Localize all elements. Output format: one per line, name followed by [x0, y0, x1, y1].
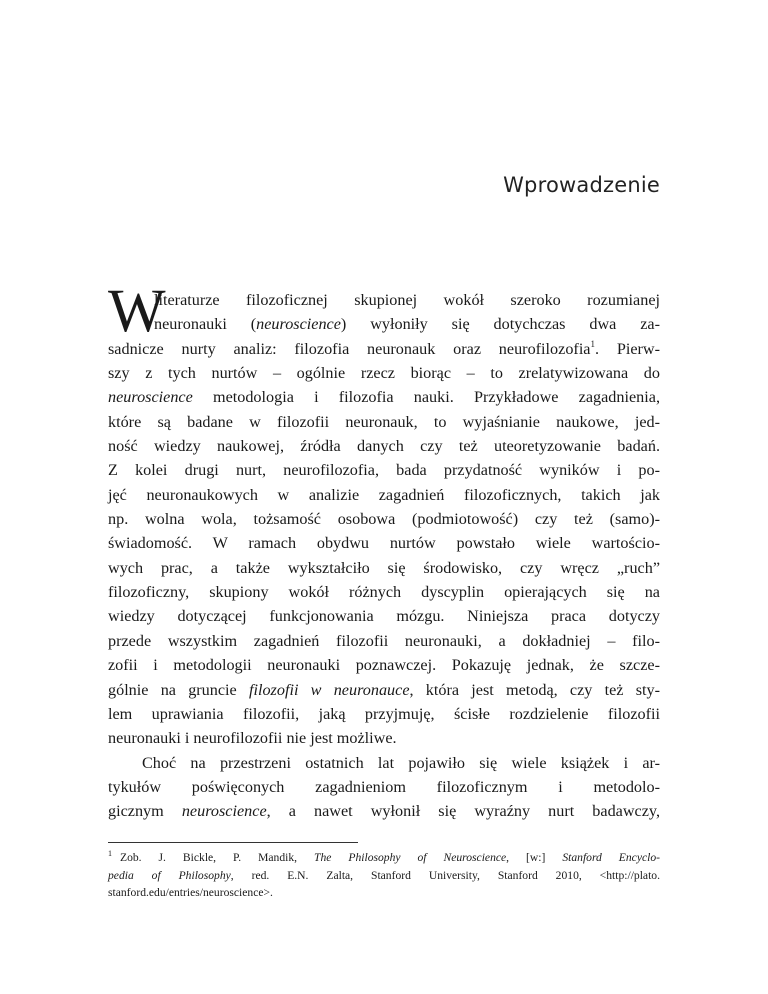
text-line: tykułów poświęconych zagadnieniom filozoficznym i metodolo- [108, 777, 660, 796]
text-span: gicznym [108, 802, 182, 821]
footnote-line: stanford.edu/entries/neuroscience>. [108, 886, 273, 900]
text-span: ) wyłoniły się dotychczas dwa za- [340, 315, 660, 334]
footnote-line [108, 867, 660, 885]
text-line [108, 385, 660, 409]
italic-term: filozofii w neuronauce [248, 680, 410, 699]
footnote-ref[interactable]: 1 [590, 338, 595, 349]
text-line: neuronauki i neurofilozofii nie jest możliwe. [108, 729, 397, 748]
text-line: jęć neuronaukowych w analizie zagadnień filozoficznych, takich jak [108, 485, 660, 504]
text-line: np. wolna wola, tożsamość osobowa (podmiotowość) czy też (samo)- [108, 510, 660, 529]
text-span: , red. E.N. Zalta, Stanford University, Stanford 2010, <http://plato. [230, 868, 660, 882]
text-line [108, 312, 660, 336]
italic-term: neuroscience [108, 388, 193, 407]
footnote [108, 849, 660, 902]
text-line: wiedzy dotyczącej funkcjonowania mózgu. Niniejsza praca dotyczy [108, 607, 660, 626]
text-line: literaturze filozoficznej skupionej wokół szeroko rozumianej [154, 291, 660, 309]
text-span: Zob. J. Bickle, P. Mandik, [120, 851, 315, 864]
text-line: ność wiedzy naukowej, źródła danych czy też uteoretyzowanie badań. [108, 437, 660, 456]
text-span: , która jest metodą, czy też sty- [409, 680, 660, 699]
text-span: gólnie na gruncie [108, 680, 249, 699]
text-line: filozoficzny, skupiony wokół różnych dyscyplin opierających się na [108, 583, 660, 602]
text-span: metodologia i filozofia nauki. Przykładowe zagadnienia, [192, 388, 660, 407]
footnote-number: 1 [108, 849, 112, 858]
text-span: neuronauki ( [154, 315, 257, 334]
text-line: szy z tych nurtów – ogólnie rzecz biorąc – to zrelatywizowana do [108, 364, 660, 383]
italic-title: pedia of Philosophy [108, 868, 231, 882]
footnote-line [108, 849, 660, 867]
chapter-title: Wprowadzenie [503, 173, 660, 197]
text-line: które są badane w filozofii neuronauk, to wyjaśnianie naukowe, jed- [108, 412, 660, 431]
text-line [108, 337, 660, 361]
text-line: świadomość. W ramach obydwu nurtów powstało wiele wartościo- [108, 534, 660, 553]
text-line: Choć na przestrzeni ostatnich lat pojawiło się wiele książek i ar- [142, 753, 660, 772]
main-text [108, 278, 660, 824]
italic-title: Stanford Encyclo- [562, 851, 660, 864]
text-line: Z kolei drugi nurt, neurofilozofia, bada przydatność wyników i po- [108, 461, 660, 480]
text-line [108, 678, 660, 702]
text-span: , a nawet wyłonił się wyraźny nurt badawczy, [266, 802, 660, 821]
footnote-divider [108, 842, 358, 843]
text-span: , [w:] [506, 851, 563, 864]
text-span: sadnicze nurty analiz: filozofia neuronauk oraz neurofilozofia [108, 339, 591, 358]
text-line: wych prac, a także wykształciło się środowisko, czy wręcz „ruch” [108, 558, 660, 577]
text-line: lem uprawiania filozofii, jaką przyjmuję, ścisłe rozdzielenie filozofii [108, 704, 660, 723]
text-line: zofii i metodologii neuronauki poznawczej. Pokazuję jednak, że szcze- [108, 656, 660, 675]
italic-title: The Philosophy of Neuroscience [314, 851, 507, 864]
text-span: . Pierw- [595, 339, 660, 358]
italic-term: neuroscience [256, 315, 341, 334]
drop-cap: W [108, 278, 166, 345]
italic-term: neuroscience [181, 802, 267, 821]
text-line [108, 799, 660, 823]
text-line: przede wszystkim zagadnień filozofii neuronauki, a dokładniej – filo- [108, 631, 660, 650]
